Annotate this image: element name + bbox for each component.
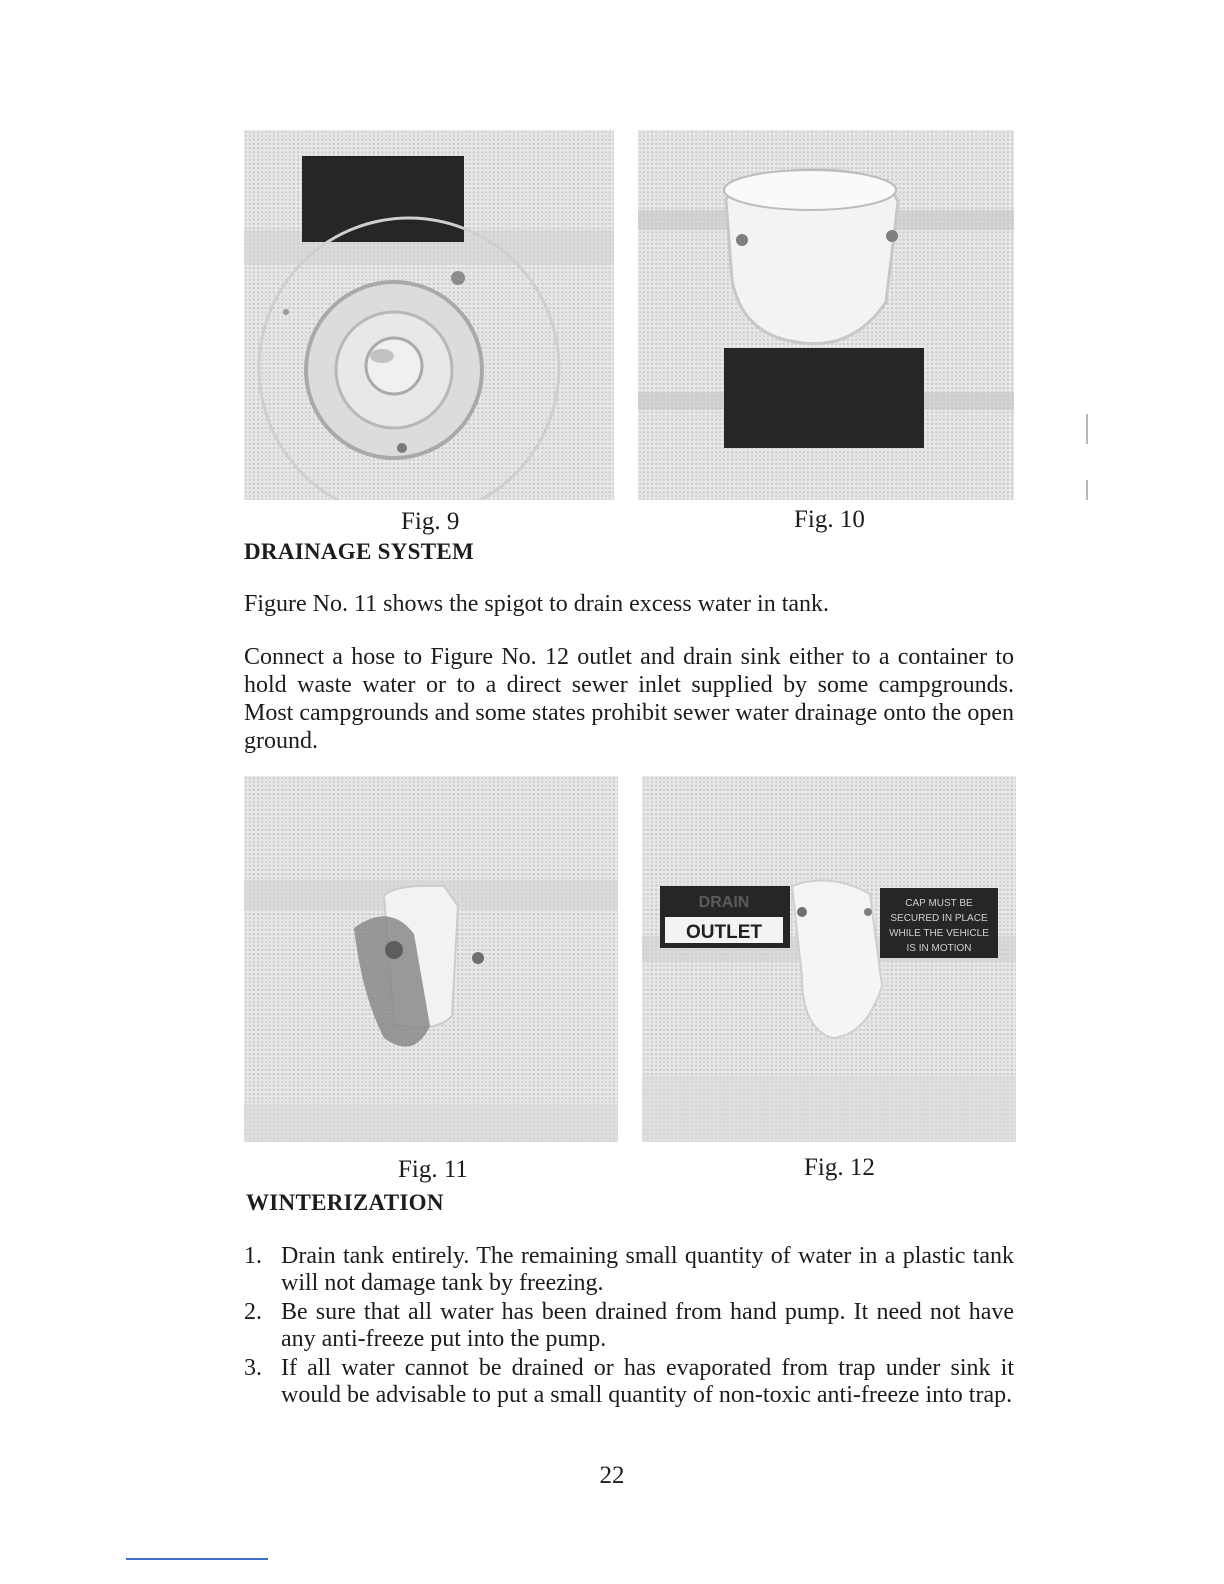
fig9-caption: Fig. 9 — [401, 508, 460, 535]
fig10-photo — [638, 130, 1014, 500]
winterization-item-2 — [244, 1299, 1014, 1353]
drainage-paragraph-1: Figure No. 11 shows the spigot to drain excess water in tank. — [244, 591, 830, 617]
winterization-item-3-number: 3. — [244, 1355, 262, 1381]
winterization-item-3-text: If all water cannot be drained or has evaporated from trap under sink it would be advisable to put a small quantity of non-toxic anti-freeze into trap. — [281, 1355, 1014, 1408]
fig12-warning-line-2: SECURED IN PLACE — [890, 913, 988, 924]
winterization-item-2-text: Be sure that all water has been drained from hand pump. It need not have any anti-freeze put into the pump. — [281, 1299, 1014, 1352]
winterization-item-2-number: 2. — [244, 1299, 262, 1325]
scan-margin-mark — [1086, 414, 1088, 444]
fig10-drawing — [638, 130, 1014, 500]
fig12-outlet-label: OUTLET — [686, 922, 762, 943]
winterization-item-1-number: 1. — [244, 1243, 262, 1269]
fig11-drawing — [244, 776, 618, 1142]
fig9-drawing — [244, 130, 614, 500]
fig11-photo — [244, 776, 618, 1142]
fig12-drain-label: DRAIN — [698, 894, 750, 911]
drainage-paragraph-2: Connect a hose to Figure No. 12 outlet and drain sink either to a container to hold waste water or to a direct sewer inlet supplied by some campgrounds. Most campgrounds and some states prohibit sewer water drainage onto the open ground. — [244, 644, 1014, 754]
fig12-warning-line-4: IS IN MOTION — [906, 943, 972, 954]
fig12-drawing — [642, 776, 1016, 1142]
fig12-photo — [642, 776, 1016, 1142]
fig12-caption: Fig. 12 — [804, 1154, 875, 1181]
winterization-item-3 — [244, 1355, 1014, 1409]
fig10-caption: Fig. 10 — [794, 506, 865, 533]
scan-margin-mark — [1086, 480, 1088, 500]
fig9-photo — [244, 130, 614, 500]
winterization-item-1 — [244, 1243, 1014, 1297]
fig11-caption: Fig. 11 — [398, 1156, 468, 1183]
footnote-rule — [126, 1558, 268, 1560]
page-number: 22 — [599, 1462, 625, 1489]
winterization-item-1-text: Drain tank entirely. The remaining small quantity of water in a plastic tank will not damage tank by freezing. — [281, 1243, 1014, 1296]
winterization-list — [244, 1243, 1014, 1409]
fig12-warning-line-3: WHILE THE VEHICLE — [889, 928, 989, 939]
fig12-warning-line-1: CAP MUST BE — [905, 898, 973, 909]
winterization-heading: WINTERIZATION — [246, 1190, 444, 1215]
drainage-heading: DRAINAGE SYSTEM — [244, 539, 475, 564]
